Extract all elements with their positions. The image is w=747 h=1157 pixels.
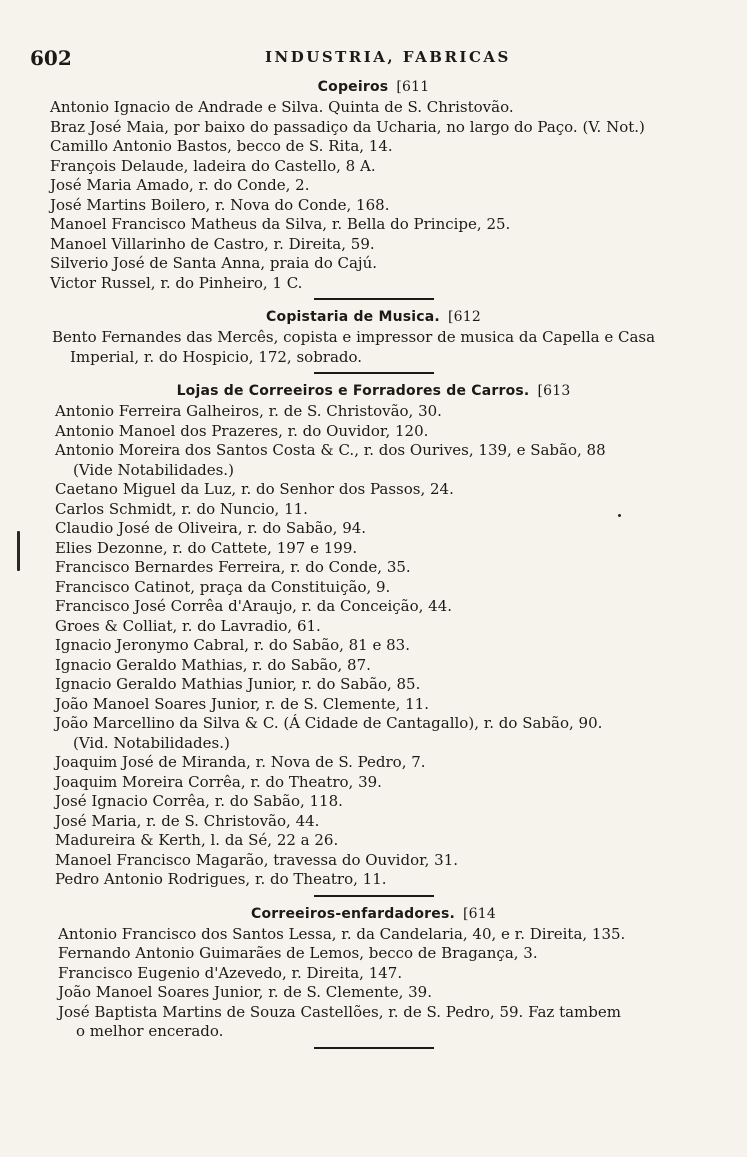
directory-entry — [0, 539, 747, 559]
directory-entry — [0, 773, 747, 793]
directory-entry — [0, 1003, 747, 1042]
entry-text: João Manoel Soares Junior, r. de S. Clemente, 11. — [55, 694, 429, 713]
entry-text: Manoel Francisco Matheus da Silva, r. Bella do Principe, 25. — [50, 215, 511, 233]
directory-entry — [0, 851, 747, 871]
directory-entry — [0, 328, 747, 367]
section-title — [0, 380, 747, 402]
entry-text: José Martins Boilero, r. Nova do Conde, 168. — [50, 195, 390, 214]
directory-entry — [0, 118, 747, 138]
entry-text: Joaquim Moreira Corrêa, r. do Theatro, 39. — [55, 772, 382, 791]
page-content — [0, 76, 747, 1055]
section-1 — [0, 76, 747, 300]
directory-entry — [0, 812, 747, 832]
entry-text: Madureira & Kerth, l. da Sé, 22 a 26. — [55, 831, 339, 849]
entry-text: Antonio Ignacio de Andrade e Silva. Quinta de S. Christovão. — [50, 98, 514, 116]
entry-text: Manoel Villarinho de Castro, r. Direita, 59. — [50, 234, 375, 253]
directory-entry — [0, 480, 747, 500]
section-title — [0, 306, 747, 328]
entry-text: Caetano Miguel da Luz, r. do Senhor dos Passos, 24. — [55, 480, 454, 498]
ink-dot — [618, 514, 621, 517]
entry-text: Francisco Bernardes Ferreira, r. do Conde, 35. — [55, 558, 411, 576]
directory-entry — [0, 500, 747, 520]
directory-entry — [0, 964, 747, 984]
directory-entry — [0, 558, 747, 578]
entry-text: João Marcellino da Silva & C. (Á Cidade de Cantagallo), r. do Sabão, 90. — [55, 714, 603, 732]
entry-text: Ignacio Geraldo Mathias Junior, r. do Sabão, 85. — [55, 675, 421, 693]
directory-entry — [0, 636, 747, 656]
entry-text: Silverio José de Santa Anna, praia do Cajú. — [50, 254, 377, 272]
directory-entry — [0, 519, 747, 539]
entry-text: José Maria Amado, r. do Conde, 2. — [50, 176, 310, 194]
section-title-text: Copistaria de Musica. — [266, 309, 440, 325]
section-number: [613 — [537, 383, 571, 399]
page-header — [30, 46, 720, 70]
entry-text: Manoel Francisco Magarão, travessa do Ouvidor, 31. — [55, 850, 459, 869]
directory-entry — [0, 753, 747, 773]
entry-text: Pedro Antonio Rodrigues, r. do Theatro, 11. — [55, 870, 387, 888]
entry-continuation: o melhor encerado. — [76, 1022, 224, 1040]
running-head: INDUSTRIA, FABRICAS — [265, 48, 511, 66]
section-title-text: Lojas de Correeiros e Forradores de Carros. — [176, 383, 530, 399]
entry-text: Joaquim José de Miranda, r. Nova de S. Pedro, 7. — [55, 753, 426, 771]
directory-entry — [0, 196, 747, 216]
directory-entry — [0, 714, 747, 753]
section-number: [614 — [463, 905, 496, 922]
entry-text: Francisco Catinot, praça da Constituição, 9. — [55, 577, 391, 596]
section-3 — [0, 380, 747, 897]
entry-text: Camillo Antonio Bastos, becco de S. Rita, 14. — [50, 137, 393, 155]
directory-entry — [0, 675, 747, 695]
entry-text: Antonio Francisco dos Santos Lessa, r. da Candelaria, 40, e r. Direita, 135. — [58, 924, 626, 943]
entry-text: Francisco José Corrêa d'Araujo, r. da Conceição, 44. — [55, 597, 453, 615]
directory-entry — [0, 597, 747, 617]
section-divider — [314, 372, 434, 374]
entry-text: Claudio José de Oliveira, r. do Sabão, 94. — [55, 519, 367, 537]
directory-entry — [0, 235, 747, 255]
directory-entry — [0, 617, 747, 637]
section-title — [0, 903, 747, 925]
page-number: 602 — [30, 46, 72, 70]
section-title-text: Correeiros-enfardadores. — [250, 905, 456, 922]
entry-text: José Baptista Martins de Souza Castellões, r. de S. Pedro, 59. Faz tambem — [58, 1002, 621, 1021]
directory-entry — [0, 792, 747, 812]
directory-entry — [0, 98, 747, 118]
entry-text: Antonio Ferreira Galheiros, r. de S. Christovão, 30. — [55, 402, 442, 420]
entry-text: João Manoel Soares Junior, r. de S. Clemente, 39. — [58, 983, 432, 1001]
entry-text: Carlos Schmidt, r. do Nuncio, 11. — [55, 499, 308, 518]
entry-text: Ignacio Geraldo Mathias, r. do Sabão, 87. — [55, 655, 371, 674]
directory-entry — [0, 831, 747, 851]
section-divider — [314, 895, 434, 897]
directory-entry — [0, 157, 747, 177]
section-number: [611 — [396, 79, 430, 95]
entry-text: Antonio Manoel dos Prazeres, r. do Ouvidor, 120. — [55, 421, 429, 440]
entry-continuation: (Vide Notabilidades.) — [73, 460, 234, 479]
entry-text: Francisco Eugenio d'Azevedo, r. Direita, 147. — [58, 963, 403, 982]
entry-text: Groes & Colliat, r. do Lavradio, 61. — [55, 616, 321, 635]
entry-continuation: (Vid. Notabilidades.) — [73, 733, 230, 752]
section-divider — [314, 298, 434, 300]
directory-entry — [0, 402, 747, 422]
section-title — [0, 76, 747, 98]
directory-entry — [0, 944, 747, 964]
directory-entry — [0, 274, 747, 294]
directory-entry — [0, 176, 747, 196]
directory-entry — [0, 441, 747, 480]
section-number: [612 — [447, 309, 481, 325]
entry-text: Ignacio Jeronymo Cabral, r. do Sabão, 81 e 83. — [55, 636, 410, 654]
entry-text: Braz José Maia, por baixo do passadiço da Ucharia, no largo do Paço. (V. Not.) — [50, 117, 645, 136]
entry-text: Victor Russel, r. do Pinheiro, 1 C. — [50, 273, 303, 292]
entry-text: Fernando Antonio Guimarães de Lemos, becco de Bragança, 3. — [58, 944, 538, 962]
directory-entry — [0, 695, 747, 715]
directory-entry — [0, 578, 747, 598]
entry-text: José Ignacio Corrêa, r. do Sabão, 118. — [55, 792, 343, 810]
section-divider — [314, 1047, 434, 1049]
entry-text: Antonio Moreira dos Santos Costa & C., r. dos Ourives, 139, e Sabão, 88 — [55, 441, 606, 459]
directory-entry — [0, 422, 747, 442]
directory-entry — [0, 656, 747, 676]
section-4 — [0, 903, 747, 1049]
directory-entry — [0, 870, 747, 890]
entry-text: François Delaude, ladeira do Castello, 8 A. — [50, 156, 376, 175]
section-title-text: Copeiros — [317, 79, 389, 95]
directory-entry — [0, 254, 747, 274]
margin-mark — [17, 531, 20, 571]
directory-entry — [0, 137, 747, 157]
entry-continuation: Imperial, r. do Hospicio, 172, sobrado. — [70, 347, 363, 366]
entry-text: José Maria, r. de S. Christovão, 44. — [55, 811, 320, 830]
directory-entry — [0, 925, 747, 945]
directory-entry — [0, 215, 747, 235]
entry-text: Bento Fernandes das Mercês, copista e impressor de musica da Capella e Casa — [52, 328, 656, 346]
directory-entry — [0, 983, 747, 1003]
entry-text: Elies Dezonne, r. do Cattete, 197 e 199. — [55, 538, 358, 557]
section-2 — [0, 306, 747, 374]
